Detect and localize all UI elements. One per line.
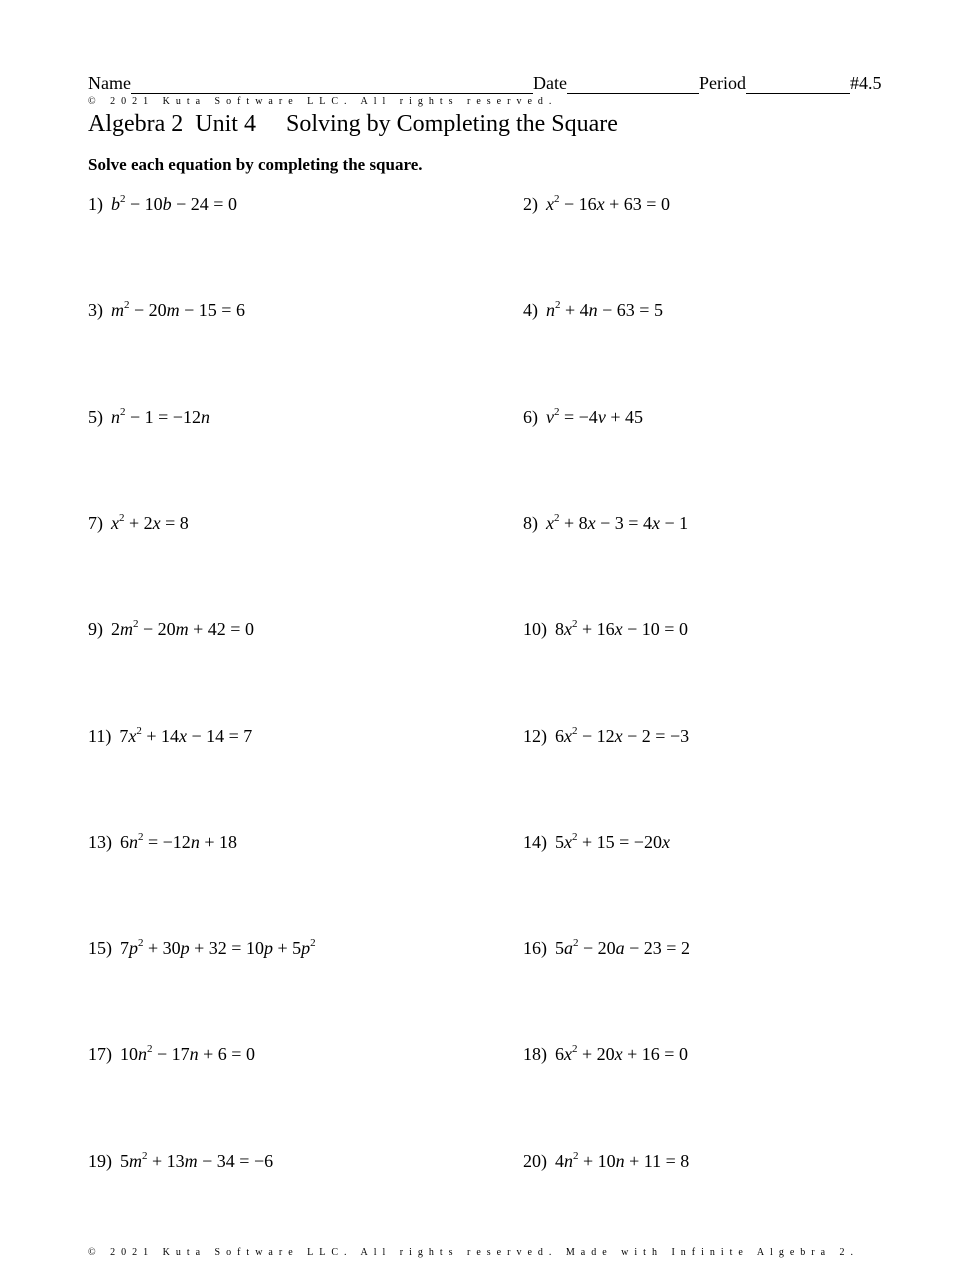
- problem-equation: $7x^2 + 14x - 14 = 7$: [119, 725, 253, 746]
- problem-13: [88, 831, 237, 853]
- problem-16: [523, 937, 690, 959]
- problem-19: [88, 1150, 273, 1172]
- problem-number: 18): [523, 1044, 547, 1064]
- problem-7: [88, 512, 189, 534]
- worksheet-title: Algebra 2 Unit 4 Solving by Completing the Square: [88, 111, 618, 137]
- instructions: Solve each equation by completing the square.: [88, 155, 423, 174]
- problem-number: 5): [88, 407, 103, 427]
- problem-equation: $m^2 - 20m - 15 = 6$: [111, 299, 245, 320]
- problem-number: 17): [88, 1044, 112, 1064]
- date-label: Date: [532, 73, 567, 93]
- problem-number: 3): [88, 300, 103, 320]
- problem-number: 9): [88, 619, 103, 639]
- problem-number: 8): [523, 513, 538, 533]
- problem-equation: $n^2 - 1 = -12n$: [111, 406, 210, 427]
- date-field[interactable]: [567, 77, 699, 94]
- name-label: Name: [88, 73, 131, 93]
- problem-14: [523, 831, 670, 853]
- problem-3: [88, 299, 245, 321]
- period-field[interactable]: [746, 77, 850, 94]
- problem-equation: $6n^2 = -12n + 18$: [120, 831, 237, 852]
- period-label: Period: [698, 73, 746, 93]
- copyright-bottom: © 2021 Kuta Software LLC. All rights reserved. Made with Infinite Algebra 2.: [88, 1247, 860, 1258]
- problem-1: [88, 193, 237, 215]
- problem-equation: $5a^2 - 20a - 23 = 2$: [555, 937, 690, 958]
- worksheet-number: #4.5: [849, 73, 882, 93]
- problem-8: [523, 512, 688, 534]
- problem-number: 10): [523, 619, 547, 639]
- problem-number: 7): [88, 513, 103, 533]
- problem-18: [523, 1043, 688, 1065]
- problem-number: 11): [88, 726, 112, 746]
- problem-number: 12): [523, 726, 547, 746]
- problem-number: 13): [88, 832, 112, 852]
- problem-2: [523, 193, 670, 215]
- problem-15: [88, 937, 316, 959]
- problem-equation: $n^2 + 4n - 63 = 5$: [546, 299, 663, 320]
- problem-number: 19): [88, 1151, 112, 1171]
- name-field[interactable]: [131, 77, 533, 94]
- problem-number: 4): [523, 300, 538, 320]
- problem-number: 16): [523, 938, 547, 958]
- problem-number: 20): [523, 1151, 547, 1171]
- problem-equation: $2m^2 - 20m + 42 = 0$: [111, 618, 254, 639]
- problem-equation: $5m^2 + 13m - 34 = -6$: [120, 1150, 274, 1171]
- problem-equation: $6x^2 + 20x + 16 = 0$: [555, 1043, 688, 1064]
- problem-17: [88, 1043, 255, 1065]
- problem-equation: $10n^2 - 17n + 6 = 0$: [120, 1043, 255, 1064]
- problem-equation: $x^2 + 8x - 3 = 4x - 1$: [546, 512, 689, 533]
- problem-4: [523, 299, 663, 321]
- problem-12: [523, 725, 689, 747]
- problem-equation: $8x^2 + 16x - 10 = 0$: [555, 618, 688, 639]
- problem-9: [88, 618, 254, 640]
- header-line: [88, 72, 896, 94]
- problem-equation: $4n^2 + 10n + 11 = 8$: [555, 1150, 690, 1171]
- problem-number: 14): [523, 832, 547, 852]
- problem-equation: $b^2 - 10b - 24 = 0$: [111, 193, 237, 214]
- copyright-top: © 2021 Kuta Software LLC. All rights reserved.: [88, 96, 558, 107]
- problem-11: [88, 725, 252, 747]
- problem-10: [523, 618, 688, 640]
- problem-equation: $x^2 + 2x = 8$: [111, 512, 189, 533]
- problem-equation: $6x^2 - 12x - 2 = -3$: [555, 725, 690, 746]
- problem-5: [88, 406, 210, 428]
- problem-number: 1): [88, 194, 103, 214]
- problem-number: 2): [523, 194, 538, 214]
- problem-number: 6): [523, 407, 538, 427]
- problem-equation: $v^2 = -4v + 45$: [546, 406, 643, 427]
- problem-6: [523, 406, 643, 428]
- problem-number: 15): [88, 938, 112, 958]
- problem-20: [523, 1150, 689, 1172]
- problem-equation: $5x^2 + 15 = -20x$: [555, 831, 670, 852]
- problem-equation: $x^2 - 16x + 63 = 0$: [546, 193, 670, 214]
- problem-equation: $7p^2 + 30p + 32 = 10p + 5p^2$: [120, 937, 316, 958]
